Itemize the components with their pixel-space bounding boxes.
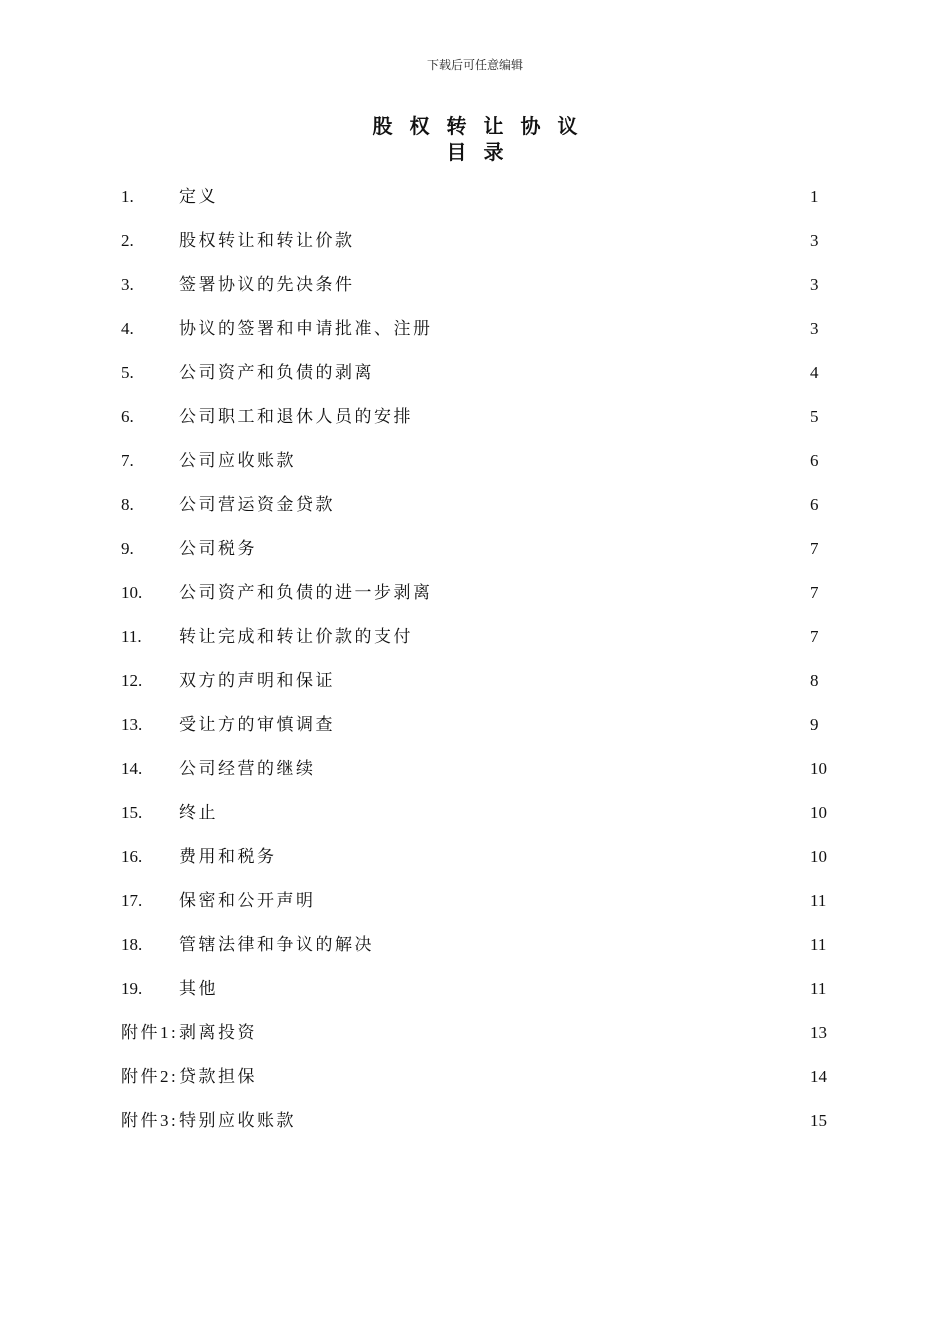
toc-entry-title: 协议的签署和申请批准、注册: [179, 319, 433, 338]
toc-entry-title: 公司应收账款: [179, 451, 296, 470]
toc-entry-number: 10.: [121, 583, 143, 602]
toc-entry: [121, 844, 831, 888]
appendix-label: 附件1:: [121, 1023, 179, 1042]
toc-entry-page: 5: [810, 407, 819, 426]
toc-entry-title: 股权转让和转让价款: [179, 231, 355, 250]
toc-appendix-entry: [121, 1020, 831, 1064]
toc-entry-title: 管辖法律和争议的解决: [179, 935, 374, 954]
toc-entry: [121, 976, 831, 1020]
toc-entry-title: 终止: [179, 803, 218, 822]
toc-entry-page: 7: [810, 539, 819, 558]
toc-entry-title: 双方的声明和保证: [179, 671, 335, 690]
toc-entry: [121, 712, 831, 756]
toc-entry: [121, 492, 831, 536]
toc-appendix-entry: [121, 1108, 831, 1152]
toc-entry: [121, 932, 831, 976]
toc-entry-page: 6: [810, 495, 819, 514]
toc-entry-title: 费用和税务: [179, 847, 277, 866]
toc-entry: [121, 668, 831, 712]
toc-entry-title: 公司职工和退休人员的安排: [179, 407, 413, 426]
toc-entry-number: 8.: [121, 495, 134, 514]
toc-entry-number: 4.: [121, 319, 134, 338]
toc-entry: [121, 184, 831, 228]
toc-entry-number: 3.: [121, 275, 134, 294]
toc-entry: [121, 316, 831, 360]
toc-entry-page: 10: [810, 847, 827, 866]
appendix-title: 贷款担保: [179, 1067, 257, 1086]
toc-entry-page: 9: [810, 715, 819, 734]
toc-entry: [121, 888, 831, 932]
toc-entry-number: 5.: [121, 363, 134, 382]
appendix-page: 14: [810, 1067, 827, 1086]
header-note: 下载后可任意编辑: [426, 58, 523, 72]
toc-title: 目录: [446, 142, 521, 164]
toc-entry-title: 保密和公开声明: [179, 891, 316, 910]
toc-entry-page: 7: [810, 627, 819, 646]
toc-appendix-entry: [121, 1064, 831, 1108]
toc-entry: [121, 756, 831, 800]
toc-entry-title: 受让方的审慎调查: [179, 715, 335, 734]
toc-entry-page: 6: [810, 451, 819, 470]
appendix-page: 13: [810, 1023, 827, 1042]
toc-entry-title: 其他: [179, 979, 218, 998]
appendix-label: 附件2:: [121, 1067, 179, 1086]
toc-entry-title: 定义: [179, 187, 218, 206]
toc-entry-number: 2.: [121, 231, 134, 250]
toc-entry-number: 13.: [121, 715, 143, 734]
toc-entry: [121, 536, 831, 580]
table-of-contents: [121, 184, 831, 1152]
toc-entry-page: 3: [810, 319, 819, 338]
toc-entry-number: 12.: [121, 671, 143, 690]
toc-entry-page: 3: [810, 231, 819, 250]
toc-entry-page: 4: [810, 363, 819, 382]
toc-entry-title: 公司资产和负债的进一步剥离: [179, 583, 433, 602]
appendix-title: 特别应收账款: [179, 1111, 296, 1130]
toc-entry-number: 19.: [121, 979, 143, 998]
toc-entry-title: 公司资产和负债的剥离: [179, 363, 374, 382]
toc-entry-page: 1: [810, 187, 819, 206]
toc-entry-title: 转让完成和转让价款的支付: [179, 627, 413, 646]
toc-entry-page: 10: [810, 803, 827, 822]
toc-entry-number: 16.: [121, 847, 143, 866]
toc-entry: [121, 800, 831, 844]
toc-entry-number: 6.: [121, 407, 134, 426]
toc-entry-number: 14.: [121, 759, 143, 778]
toc-entry: [121, 404, 831, 448]
toc-entry-page: 3: [810, 275, 819, 294]
toc-entry: [121, 580, 831, 624]
toc-entry-page: 10: [810, 759, 827, 778]
toc-entry-number: 15.: [121, 803, 143, 822]
toc-entry-page: 11: [810, 979, 827, 998]
toc-entry-title: 公司经营的继续: [179, 759, 316, 778]
toc-entry-page: 11: [810, 891, 827, 910]
appendix-label: 附件3:: [121, 1111, 179, 1130]
appendix-title: 剥离投资: [179, 1023, 257, 1042]
toc-entry-page: 7: [810, 583, 819, 602]
toc-entry-title: 公司营运资金贷款: [179, 495, 335, 514]
toc-entry-number: 11.: [121, 627, 142, 646]
appendix-page: 15: [810, 1111, 827, 1130]
toc-entry: [121, 448, 831, 492]
toc-entry: [121, 624, 831, 668]
toc-entry-title: 签署协议的先决条件: [179, 275, 355, 294]
toc-entry-number: 7.: [121, 451, 134, 470]
toc-entry-page: 8: [810, 671, 819, 690]
toc-entry: [121, 272, 831, 316]
document-title: 股权转让协议: [372, 116, 595, 138]
toc-entry: [121, 228, 831, 272]
toc-entry-number: 18.: [121, 935, 143, 954]
toc-entry-number: 9.: [121, 539, 134, 558]
toc-entry: [121, 360, 831, 404]
toc-entry-title: 公司税务: [179, 539, 257, 558]
toc-entry-number: 1.: [121, 187, 134, 206]
toc-entry-number: 17.: [121, 891, 143, 910]
toc-entry-page: 11: [810, 935, 827, 954]
